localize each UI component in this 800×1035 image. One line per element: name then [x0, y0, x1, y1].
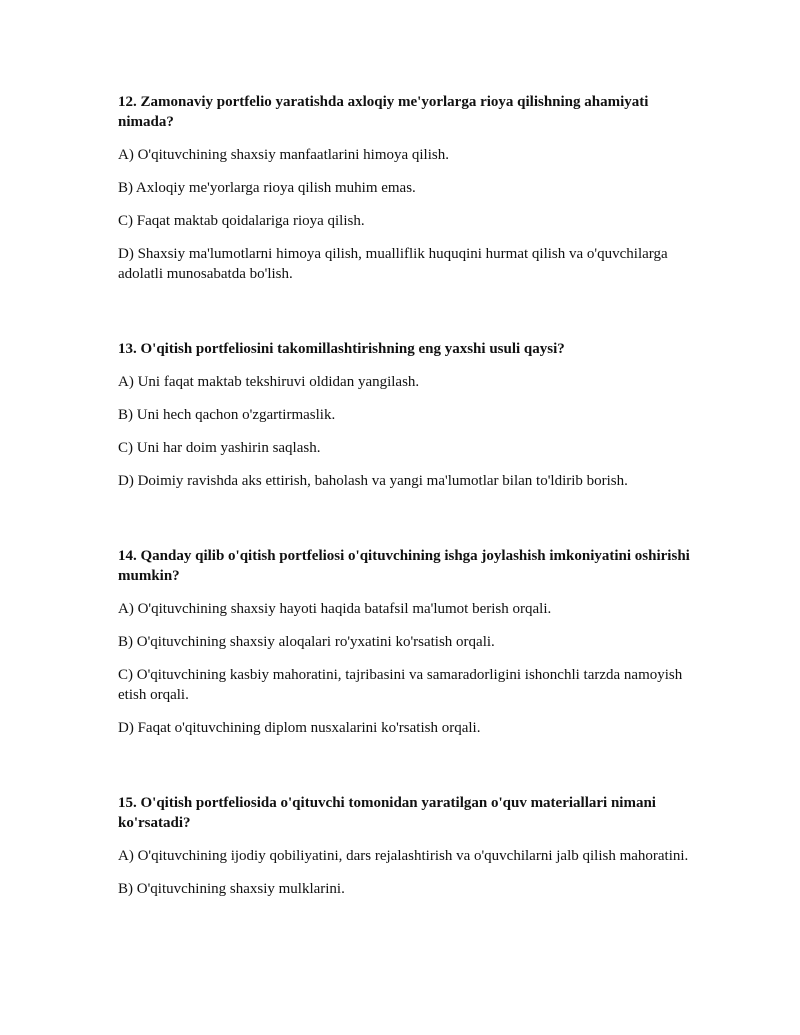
answer-option-a: A) O'qituvchining shaxsiy manfaatlarini himoya qilish. — [118, 147, 449, 163]
question-title: 12. Zamonaviy portfelio yaratishda axloqiy me'yorlarga rioya qilishning ahamiyati nimada? — [118, 94, 649, 130]
question-14 — [118, 546, 698, 738]
answer-option-a: A) O'qituvchining ijodiy qobiliyatini, dars rejalashtirish va o'quvchilarni jalb qilish mahoratini. — [118, 848, 689, 864]
answer-option-d: D) Faqat o'qituvchining diplom nusxalarini ko'rsatish orqali. — [118, 720, 481, 736]
question-title: 13. O'qitish portfeliosini takomillashtirishning eng yaxshi usuli qaysi? — [118, 341, 565, 357]
question-13 — [118, 339, 698, 491]
question-12 — [118, 92, 698, 284]
answer-option-b: B) O'qituvchining shaxsiy mulklarini. — [118, 881, 345, 897]
answer-option-c: C) Uni har doim yashirin saqlash. — [118, 440, 321, 456]
question-title: 14. Qanday qilib o'qitish portfeliosi o'qituvchining ishga joylashish imkoniyatini oshirishi mumkin? — [118, 548, 690, 584]
answer-option-d: D) Shaxsiy ma'lumotlarni himoya qilish, mualliflik huquqini hurmat qilish va o'quvchilarga adolatli munosabatda bo'lish. — [118, 246, 668, 282]
section-spacer — [118, 504, 698, 546]
answer-option-d: D) Doimiy ravishda aks ettirish, baholash va yangi ma'lumotlar bilan to'ldirib borish. — [118, 473, 628, 489]
answer-option-b: B) Axloqiy me'yorlarga rioya qilish muhim emas. — [118, 180, 416, 196]
answer-option-b: B) O'qituvchining shaxsiy aloqalari ro'yxatini ko'rsatish orqali. — [118, 634, 495, 650]
answer-option-b: B) Uni hech qachon o'zgartirmaslik. — [118, 407, 336, 423]
section-spacer — [118, 751, 698, 793]
answer-option-c: C) Faqat maktab qoidalariga rioya qilish. — [118, 213, 365, 229]
document-page — [118, 92, 698, 912]
section-spacer — [118, 297, 698, 339]
answer-option-c: C) O'qituvchining kasbiy mahoratini, tajribasini va samaradorligini ishonchli tarzda namoyish etish orqali. — [118, 667, 683, 703]
question-15 — [118, 793, 698, 899]
question-title: 15. O'qitish portfeliosida o'qituvchi tomonidan yaratilgan o'quv materiallari nimani ko'rsatadi? — [118, 795, 656, 831]
answer-option-a: A) Uni faqat maktab tekshiruvi oldidan yangilash. — [118, 374, 420, 390]
answer-option-a: A) O'qituvchining shaxsiy hayoti haqida batafsil ma'lumot berish orqali. — [118, 601, 552, 617]
